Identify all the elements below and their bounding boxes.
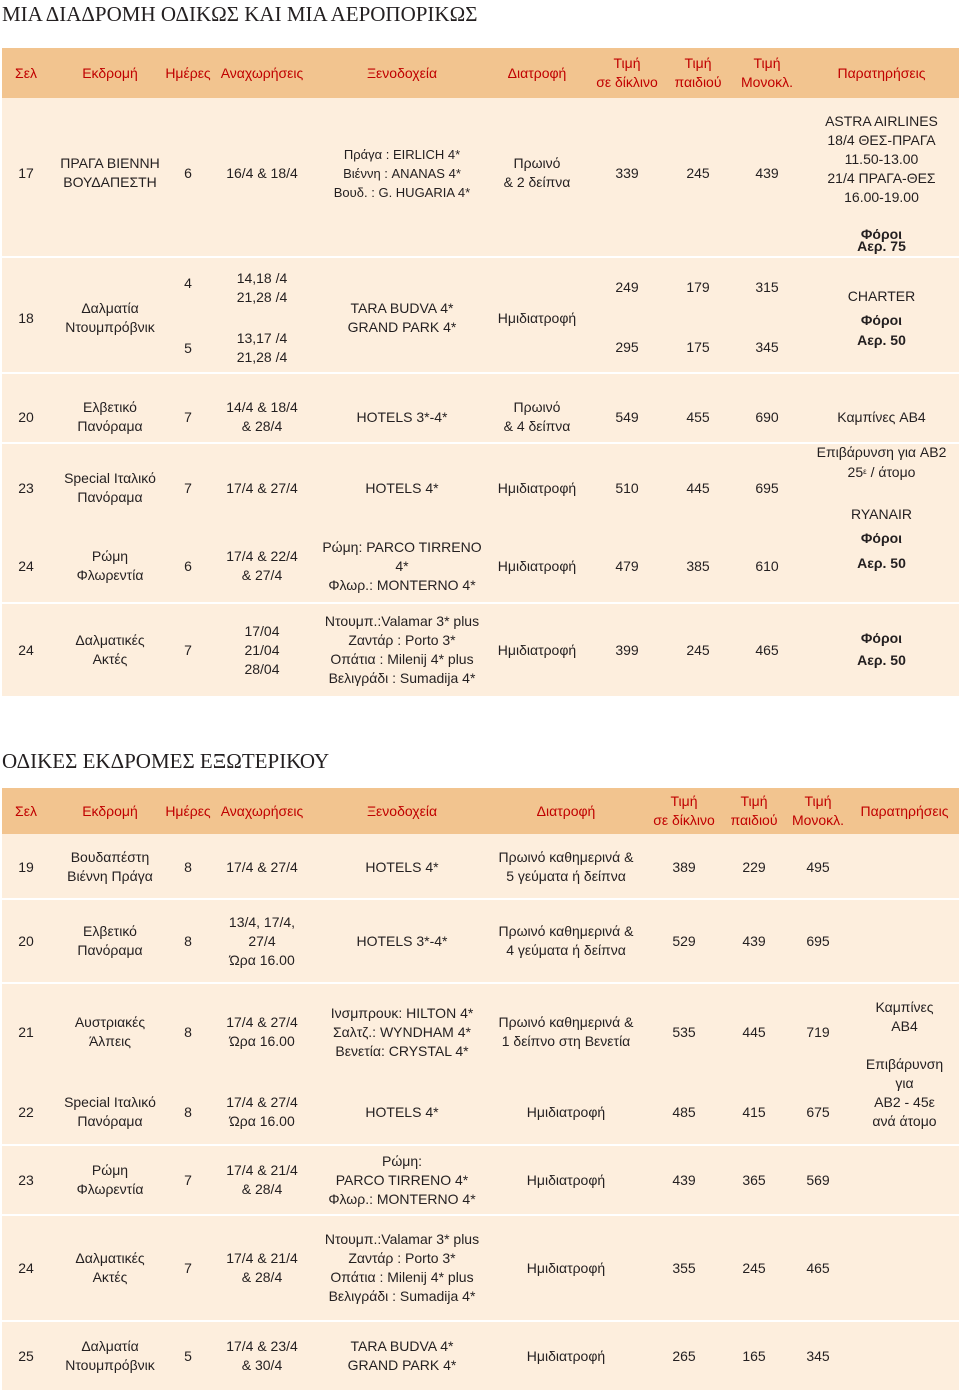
- header-trip: Εκδρομή: [82, 64, 138, 81]
- cell-board: Ημιδιατροφή: [497, 557, 577, 574]
- row-divider: [2, 1320, 959, 1322]
- section-title: ΟΔΙΚΕΣ ΕΚΔΡΟΜΕΣ ΕΞΩΤΕΡΙΚΟΥ: [2, 749, 330, 773]
- cell-days: 7: [184, 408, 192, 425]
- cell-trip: Βουδαπέστη Βιέννη Πράγα: [67, 849, 153, 884]
- cell-page: 18: [18, 309, 34, 326]
- cell-hotels: Ντουμπ.:Valamar 3* plus Ζαντάρ : Porto 3* Οπάτια : Milenij 4* plus Βελιγράδι : Sumadija 4*: [324, 613, 480, 686]
- cell-price-child: 365: [742, 1171, 766, 1188]
- cell-price-single: 695: [755, 479, 779, 496]
- cell-price-single: 315: [755, 278, 779, 295]
- header-notes: Παρατηρήσεις: [860, 802, 949, 819]
- cell-days: 7: [184, 1171, 192, 1188]
- header-hotels: Ξενοδοχεία: [366, 64, 438, 81]
- cell-trip: Special Ιταλικό Πανόραμα: [64, 470, 156, 505]
- header-days: Ημέρες: [165, 802, 211, 819]
- cell-board: Ημιδιατροφή: [497, 479, 577, 496]
- cell-hotels: Ρώμη: PARCO TIRRENO 4* Φλωρ.: MONTERNO 4*: [328, 1152, 476, 1207]
- surcharge-currency: ε: [863, 467, 867, 476]
- cell-notes: Καμπίνες AB4 Επιβάρυνση για AB2 - 45ε ανά άτομο: [865, 998, 944, 1129]
- cell-trip: Αυστριακές Άλπεις: [74, 1014, 146, 1049]
- cell-price-child: 245: [742, 1259, 766, 1276]
- cell-departures: 14/4 & 18/4 & 28/4: [226, 399, 298, 434]
- cell-notes: CHARTER: [847, 287, 916, 304]
- cell-price-double: 510: [615, 479, 639, 496]
- header-board: Διατροφή: [536, 802, 596, 819]
- tax-value: Αερ. 75: [857, 237, 906, 254]
- cell-price-child: 229: [742, 858, 766, 875]
- surcharge-unit: / άτομο: [866, 463, 916, 480]
- cell-price-double: 529: [672, 932, 696, 949]
- cell-notes: Καμπίνες AB4: [837, 408, 926, 425]
- surcharge-amount: 25: [847, 463, 864, 480]
- row-divider: [2, 602, 959, 604]
- cell-trip: Δαλματία Ντουμπρόβνικ: [65, 300, 155, 335]
- cell-board: Ημιδιατροφή: [497, 309, 577, 326]
- cell-board: Ημιδιατροφή: [526, 1171, 606, 1188]
- row-divider: [2, 372, 959, 374]
- cell-price-double: 339: [615, 164, 639, 181]
- cell-page: 25: [18, 1347, 34, 1364]
- cell-board: Πρωινό & 2 δείπνα: [503, 155, 571, 190]
- cell-price-child: 445: [742, 1023, 766, 1040]
- cell-departures: 17/4 & 27/4 Ώρα 16.00: [226, 1014, 298, 1049]
- cell-price-single: 675: [806, 1103, 830, 1120]
- tax-value: Αερ. 50: [857, 331, 906, 348]
- cell-hotels: Ντουμπ.:Valamar 3* plus Ζαντάρ : Porto 3* Οπάτια : Milenij 4* plus Βελιγράδι : Sumadija 4*: [324, 1231, 480, 1304]
- cell-days: 6: [184, 557, 192, 574]
- header-departures: Αναχωρήσεις: [220, 64, 304, 81]
- cell-hotels: HOTELS 3*-4*: [356, 408, 448, 425]
- cell-board: Πρωινό & 4 δείπνα: [503, 399, 571, 434]
- cell-price-single: 345: [806, 1347, 830, 1364]
- tax-label: Φόροι: [860, 529, 903, 546]
- cell-price-double: 389: [672, 858, 696, 875]
- header-price-double: Τιμή σε δίκλινο: [653, 793, 715, 828]
- cell-price-child: 415: [742, 1103, 766, 1120]
- cell-page: 19: [18, 858, 34, 875]
- header-price-single: Τιμή Μονοκλ.: [791, 793, 845, 828]
- cell-price-double: 485: [672, 1103, 696, 1120]
- header-board: Διατροφή: [507, 64, 567, 81]
- cell-hotels: Ινσμπρουκ: HILTON 4* Σαλτζ.: WYNDHAM 4* Βενετία: CRYSTAL 4*: [330, 1004, 474, 1059]
- cell-hotels: Πράγα : EIRLICH 4* Βιέννη : ANANAS 4* Βουδ. : G. HUGARIA 4*: [333, 146, 471, 200]
- table-header: [2, 48, 959, 98]
- cell-page: 20: [18, 408, 34, 425]
- cell-price-child: 245: [686, 641, 710, 658]
- cell-departures: 17/4 & 21/4 & 28/4: [226, 1250, 298, 1285]
- cell-trip: Ρώμη Φλωρεντία: [76, 1162, 144, 1197]
- row-divider: [2, 1214, 959, 1216]
- cell-page: 17: [18, 164, 34, 181]
- cell-departures: 17/4 & 22/4 & 27/4: [226, 548, 298, 583]
- row-divider: [2, 898, 959, 900]
- cell-price-double: 439: [672, 1171, 696, 1188]
- section-title: ΜΙΑ ΔΙΑΔΡΟΜΗ ΟΔΙΚΩΣ ΚΑΙ ΜΙΑ ΑΕΡΟΠΟΡΙΚΩΣ: [2, 2, 478, 26]
- cell-price-child: 245: [686, 164, 710, 181]
- cell-price-double: 479: [615, 557, 639, 574]
- cell-price-double: 265: [672, 1347, 696, 1364]
- cell-days: 8: [184, 1023, 192, 1040]
- cell-days: 8: [184, 858, 192, 875]
- header-notes: Παρατηρήσεις: [837, 64, 926, 81]
- airline-note: RYANAIR: [851, 505, 912, 522]
- cell-departures: 16/4 & 18/4: [226, 164, 298, 181]
- cell-price-child: 175: [686, 338, 710, 355]
- header-price-child: Τιμή παιδιού: [674, 55, 722, 90]
- cell-price-double: 355: [672, 1259, 696, 1276]
- cell-price-double: 249: [615, 278, 639, 295]
- cell-hotels: HOTELS 4*: [365, 479, 439, 496]
- tax-label: Φόροι: [860, 629, 903, 646]
- cell-days: 6: [184, 164, 192, 181]
- cell-board: Πρωινό καθημερινά & 1 δείπνο στη Βενετία: [498, 1014, 634, 1049]
- cell-hotels: HOTELS 3*-4*: [356, 932, 448, 949]
- cell-days: 5: [184, 339, 192, 356]
- cell-board: Ημιδιατροφή: [497, 641, 577, 658]
- header-days: Ημέρες: [165, 64, 211, 81]
- cell-page: 23: [18, 479, 34, 496]
- cell-price-single: 465: [755, 641, 779, 658]
- tax-value: Αερ. 50: [857, 554, 906, 571]
- cell-departures: 17/4 & 23/4 & 30/4: [226, 1338, 298, 1373]
- cell-departures: 13/4, 17/4, 27/4 Ώρα 16.00: [228, 913, 296, 968]
- cell-page: 24: [18, 557, 34, 574]
- cell-trip: Ρώμη Φλωρεντία: [76, 548, 144, 583]
- cell-board: Ημιδιατροφή: [526, 1347, 606, 1364]
- table-header: [2, 788, 959, 834]
- header-page: Σελ: [15, 64, 37, 81]
- cell-price-single: 610: [755, 557, 779, 574]
- cell-trip: Δαλματικές Ακτές: [75, 1250, 145, 1285]
- cell-price-child: 165: [742, 1347, 766, 1364]
- tax-label: Φόροι: [860, 311, 903, 328]
- cell-days: 7: [184, 1259, 192, 1276]
- cell-days: 7: [184, 641, 192, 658]
- cell-departures: 17/4 & 21/4 & 28/4: [226, 1162, 298, 1197]
- cell-board: Ημιδιατροφή: [526, 1103, 606, 1120]
- cell-departures: 17/4 & 27/4: [226, 858, 298, 875]
- cell-price-child: 179: [686, 278, 710, 295]
- row-divider: [2, 256, 959, 258]
- tours-table-air: [2, 48, 959, 696]
- cell-days: 5: [184, 1347, 192, 1364]
- cell-price-single: 690: [755, 408, 779, 425]
- cell-trip: Ελβετικό Πανόραμα: [77, 923, 143, 958]
- cell-page: 22: [18, 1103, 34, 1120]
- cell-trip: Δαλματία Ντουμπρόβνικ: [65, 1338, 155, 1373]
- cell-price-double: 295: [615, 338, 639, 355]
- cell-price-single: 345: [755, 338, 779, 355]
- cell-price-double: 535: [672, 1023, 696, 1040]
- header-page: Σελ: [15, 802, 37, 819]
- cell-departures: 14,18 /4 21,28 /4: [236, 270, 288, 305]
- cell-hotels: TARA BUDVA 4* GRAND PARK 4*: [347, 1338, 457, 1373]
- header-trip: Εκδρομή: [82, 802, 138, 819]
- header-hotels: Ξενοδοχεία: [366, 802, 438, 819]
- cell-hotels: TARA BUDVA 4* GRAND PARK 4*: [347, 300, 457, 335]
- cell-price-single: 465: [806, 1259, 830, 1276]
- cell-departures: 17/4 & 27/4 Ώρα 16.00: [226, 1094, 298, 1129]
- cell-price-single: 569: [806, 1171, 830, 1188]
- cell-page: 21: [18, 1023, 34, 1040]
- cell-price-single: 495: [806, 858, 830, 875]
- tax-label: Φόροι: [860, 225, 903, 242]
- cell-days: 8: [184, 932, 192, 949]
- header-price-double: Τιμή σε δίκλινο: [596, 55, 658, 90]
- cell-price-single: 719: [806, 1023, 830, 1040]
- cell-page: 20: [18, 932, 34, 949]
- cell-hotels: Ρώμη: PARCO TIRRENO 4* Φλωρ.: MONTERNO 4*: [322, 538, 482, 593]
- tax-value: Αερ. 50: [857, 651, 906, 668]
- cell-notes: ASTRA AIRLINES 18/4 ΘΕΣ-ΠΡΑΓΑ 11.50-13.00 21/4 ΠΡΑΓΑ-ΘΕΣ 16.00-19.00: [825, 112, 938, 205]
- tours-table-road: [2, 788, 959, 1390]
- cell-days: 8: [184, 1103, 192, 1120]
- cell-price-child: 385: [686, 557, 710, 574]
- cell-trip: Special Ιταλικό Πανόραμα: [64, 1094, 156, 1129]
- surcharge-price: [804, 462, 959, 482]
- cell-departures: 17/04 21/04 28/04: [244, 622, 280, 677]
- cell-days: 4: [184, 274, 192, 291]
- cell-departures: 17/4 & 27/4: [226, 479, 298, 496]
- cell-trip: Ελβετικό Πανόραμα: [77, 399, 143, 434]
- cell-price-child: 455: [686, 408, 710, 425]
- row-divider: [2, 442, 959, 444]
- cell-price-child: 439: [742, 932, 766, 949]
- cell-board: Πρωινό καθημερινά & 5 γεύματα ή δείπνα: [498, 849, 634, 884]
- cell-board: Ημιδιατροφή: [526, 1259, 606, 1276]
- cell-price-double: 399: [615, 641, 639, 658]
- cell-trip: Δαλματικές Ακτές: [75, 632, 145, 667]
- cell-days: 7: [184, 479, 192, 496]
- cell-hotels: HOTELS 4*: [365, 858, 439, 875]
- surcharge-note: Επιβάρυνση για AB2: [816, 443, 947, 460]
- row-divider: [2, 982, 959, 984]
- cell-page: 24: [18, 1259, 34, 1276]
- cell-departures: 13,17 /4 21,28 /4: [236, 330, 288, 365]
- cell-price-single: 439: [755, 164, 779, 181]
- header-departures: Αναχωρήσεις: [220, 802, 304, 819]
- cell-board: Πρωινό καθημερινά & 4 γεύματα ή δείπνα: [498, 923, 634, 958]
- cell-hotels: HOTELS 4*: [365, 1103, 439, 1120]
- cell-price-child: 445: [686, 479, 710, 496]
- header-price-child: Τιμή παιδιού: [730, 793, 778, 828]
- cell-page: 23: [18, 1171, 34, 1188]
- cell-trip: ΠΡΑΓΑ ΒΙΕΝΝΗ ΒΟΥΔΑΠΕΣΤΗ: [60, 155, 160, 190]
- row-divider: [2, 1144, 959, 1146]
- header-price-single: Τιμή Μονοκλ.: [740, 55, 794, 90]
- cell-price-single: 695: [806, 932, 830, 949]
- cell-page: 24: [18, 641, 34, 658]
- cell-price-double: 549: [615, 408, 639, 425]
